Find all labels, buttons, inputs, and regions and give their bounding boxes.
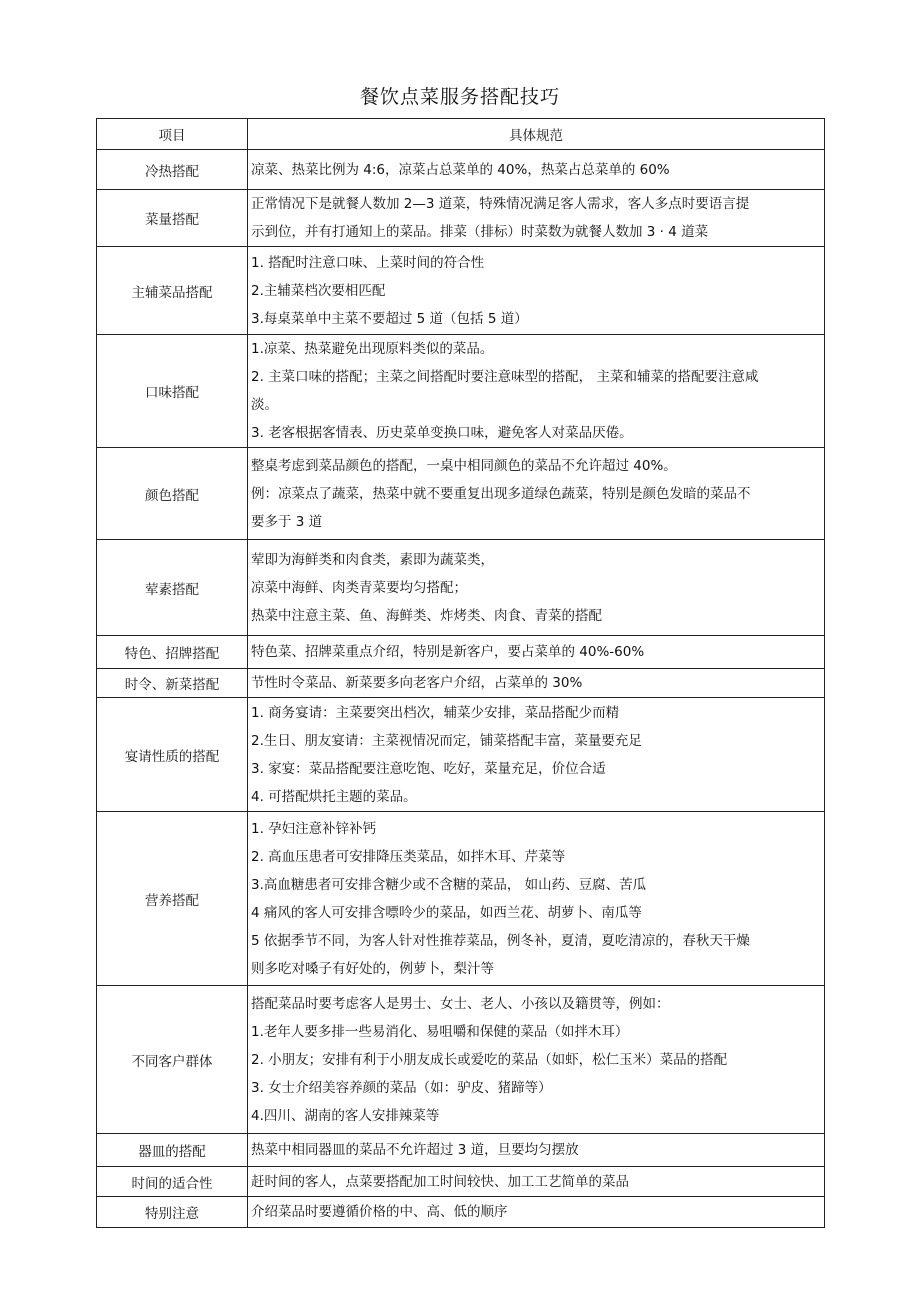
header-spec: 具体规范	[248, 119, 825, 150]
item-cell: 不同客户群体	[97, 986, 248, 1134]
table-row	[97, 986, 825, 1134]
spec-line: 凉菜、热菜比例为 4:6，凉菜占总菜单的 40%，热菜占总菜单的 60%	[251, 161, 670, 178]
spec-cell	[248, 540, 825, 636]
spec-cell	[248, 698, 825, 812]
spec-line: 整桌考虑到菜品颜色的搭配，一桌中相同颜色的菜品不允许超过 40%。	[251, 457, 677, 474]
item-cell: 器皿的搭配	[97, 1134, 248, 1167]
spec-line: 3. 女士介绍美容养颜的菜品（如：驴皮、猪蹄等）	[251, 1079, 552, 1096]
spec-line: 4.四川、湖南的客人安排辣菜等	[251, 1107, 440, 1124]
table-header-row	[97, 119, 825, 150]
spec-line: 2. 小朋友；安排有利于小朋友成长或爱吃的菜品（如虾，松仁玉米）菜品的搭配	[251, 1051, 728, 1068]
spec-line: 要多于 3 道	[251, 513, 323, 530]
spec-line: 3.每桌菜单中主菜不要超过 5 道（包括 5 道）	[251, 310, 528, 327]
item-cell: 冷热搭配	[97, 150, 248, 190]
table-row	[97, 150, 825, 190]
spec-line: 淡。	[251, 397, 278, 413]
spec-line: 例：凉菜点了蔬菜，热菜中就不要重复出现多道绿色蔬菜，特别是颜色发暗的菜品不	[251, 485, 751, 502]
item-cell: 宴请性质的搭配	[97, 698, 248, 812]
table-row	[97, 1167, 825, 1197]
spec-line: 3. 家宴：菜品搭配要注意吃饱、吃好，菜量充足，价位合适	[251, 760, 606, 777]
spec-line: 1.老年人要多排一些易消化、易咀嚼和保健的菜品（如拌木耳）	[251, 1023, 629, 1040]
spec-line: 介绍菜品时要遵循价格的中、高、低的顺序	[251, 1204, 508, 1220]
item-cell: 荤素搭配	[97, 540, 248, 636]
spec-cell	[248, 190, 825, 247]
spec-cell	[248, 986, 825, 1134]
spec-line: 1. 孕妇注意补锌补钙	[251, 820, 377, 837]
spec-line: 荤即为海鲜类和肉食类，素即为蔬菜类，	[251, 551, 494, 568]
spec-line: 则多吃对嗓子有好处的，例萝卜，梨汁等	[251, 960, 494, 977]
spec-line: 1.凉菜、热菜避免出现原料类似的菜品。	[251, 341, 494, 357]
table-row	[97, 335, 825, 448]
spec-line: 3.高血糖患者可安排含糖少或不含糖的菜品， 如山药、豆腐、苦瓜	[251, 876, 647, 893]
item-cell: 时间的适合性	[97, 1167, 248, 1197]
spec-cell	[248, 448, 825, 540]
spec-cell	[248, 636, 825, 669]
spec-line: 4 痛风的客人可安排含嘌呤少的菜品，如西兰花、胡萝卜、南瓜等	[251, 904, 642, 921]
spec-cell	[248, 150, 825, 190]
spec-line: 5 依据季节不同，为客人针对性推荐菜品，例冬补，夏清，夏吃清凉的，春秋天干燥	[251, 932, 750, 949]
spec-cell	[248, 669, 825, 698]
item-cell: 时令、新菜搭配	[97, 669, 248, 698]
spec-line: 正常情况下是就餐人数加 2—3 道菜，特殊情况满足客人需求，客人多点时要语言提	[251, 196, 750, 212]
spec-line: 凉菜中海鲜、肉类青菜要均匀搭配；	[251, 579, 467, 596]
table-row	[97, 190, 825, 247]
table-row	[97, 636, 825, 669]
table-row	[97, 1197, 825, 1228]
item-cell: 菜量搭配	[97, 190, 248, 247]
spec-line: 搭配菜品时要考虑客人是男士、女士、老人、小孩以及籍贯等，例如：	[251, 995, 670, 1012]
spec-line: 节性时令菜品、新菜要多向老客户介绍，占菜单的 30%	[251, 675, 583, 691]
table-row	[97, 1134, 825, 1167]
table-row	[97, 540, 825, 636]
spec-line: 热菜中注意主菜、鱼、海鲜类、炸烤类、肉食、青菜的搭配	[251, 607, 602, 624]
page-title: 餐饮点菜服务搭配技巧	[359, 86, 560, 108]
spec-line: 赶时间的客人，点菜要搭配加工时间较快、加工工艺简单的菜品	[251, 1173, 629, 1190]
item-cell: 特色、招牌搭配	[97, 636, 248, 669]
table-row	[97, 247, 825, 335]
item-cell: 主辅菜品搭配	[97, 247, 248, 335]
spec-line: 2.生日、朋友宴请：主菜视情况而定，铺菜搭配丰富，菜量要充足	[251, 732, 642, 749]
spec-cell	[248, 1197, 825, 1228]
header-item: 项目	[97, 119, 248, 150]
table-row	[97, 812, 825, 986]
spec-table	[96, 118, 825, 1228]
spec-line: 2. 主菜口味的搭配；主菜之间搭配时要注意味型的搭配， 主菜和辅菜的搭配要注意咸	[251, 369, 759, 385]
spec-line: 示到位，并有打通知上的菜品。排菜（排标）时菜数为就餐人数加 3 · 4 道菜	[251, 224, 709, 240]
spec-line: 2. 高血压患者可安排降压类菜品，如拌木耳、芹菜等	[251, 848, 566, 865]
spec-cell	[248, 335, 825, 448]
spec-line: 3. 老客根据客情表、历史菜单变换口味，避免客人对菜品厌倦。	[251, 425, 633, 441]
table-row	[97, 669, 825, 698]
item-cell: 颜色搭配	[97, 448, 248, 540]
spec-cell	[248, 1167, 825, 1197]
spec-cell	[248, 1134, 825, 1167]
spec-line: 2.主辅菜档次要相匹配	[251, 282, 386, 299]
item-cell: 特别注意	[97, 1197, 248, 1228]
spec-line: 4. 可搭配烘托主题的菜品。	[251, 788, 417, 805]
spec-line: 特色菜、招牌菜重点介绍，特别是新客户，要占菜单的 40%-60%	[251, 644, 645, 660]
item-cell: 口味搭配	[97, 335, 248, 448]
spec-cell	[248, 247, 825, 335]
spec-line: 热菜中相同器皿的菜品不允许超过 3 道，旦要均匀摆放	[251, 1142, 579, 1158]
spec-line: 1. 搭配时注意口味、上菜时间的符合性	[251, 254, 485, 271]
item-cell: 营养搭配	[97, 812, 248, 986]
spec-line: 1. 商务宴请：主菜要突出档次，辅菜少安排，菜品搭配少而精	[251, 704, 620, 721]
table-row	[97, 698, 825, 812]
table-row	[97, 448, 825, 540]
spec-cell	[248, 812, 825, 986]
